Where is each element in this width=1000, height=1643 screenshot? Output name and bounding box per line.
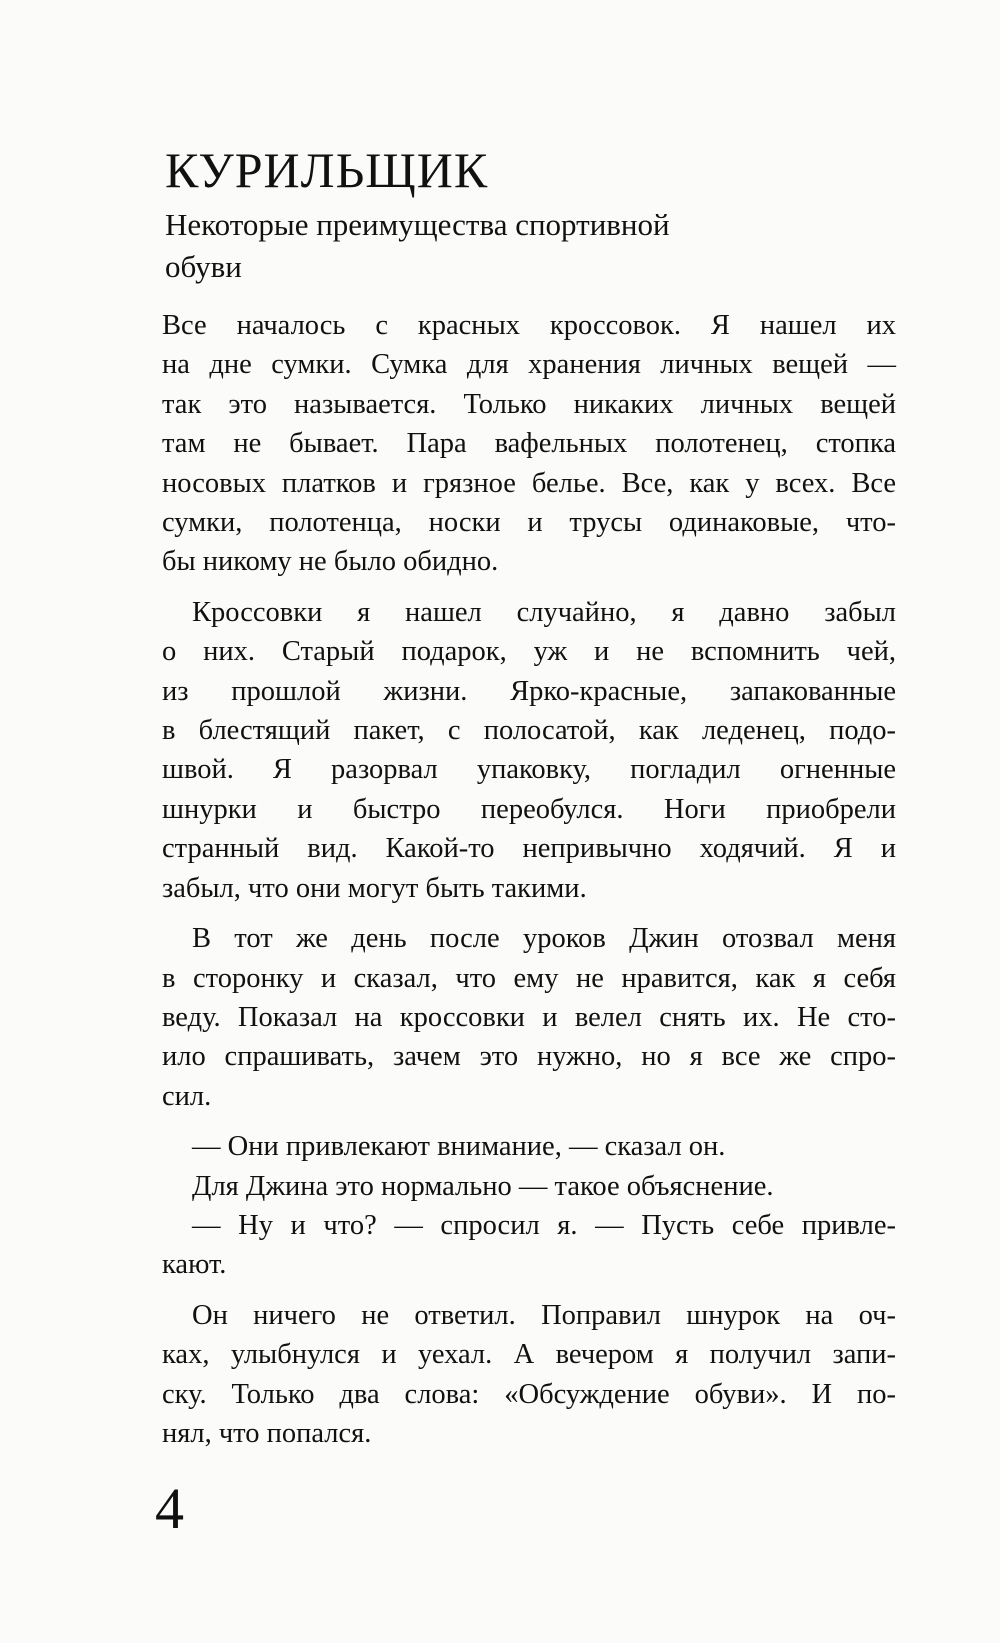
text-line: кают. [162,1249,227,1281]
paragraph-5 [162,1167,896,1206]
text-line: сумки, полотенца, носки и трусы одинаковые, что- [162,507,896,539]
paragraph-1 [162,306,896,582]
text-line: в блестящий пакет, с полосатой, как леденец, подо- [162,715,896,747]
text-line: так это называется. Только никаких личных вещей [162,388,896,420]
text-line: носовых платков и грязное белье. Все, как у всех. Все [162,467,896,499]
chapter-title: КУРИЛЬЩИК [165,142,489,198]
text-line: Кроссовки я нашел случайно, я давно забыл [192,596,896,628]
text-line: — Они привлекают внимание, — сказал он. [192,1131,726,1163]
paragraph-3 [162,919,896,1116]
paragraph-7 [162,1296,896,1454]
text-line: веду. Показал на кроссовки и велел снять их. Не сто- [162,1001,896,1033]
text-line: в сторонку и сказал, что ему не нравится, как я себя [162,962,896,994]
paragraph-6 [162,1206,896,1285]
page-number: 4 [155,1476,184,1541]
text-line: Для Джина это нормально — такое объяснение. [192,1170,774,1202]
text-line: В тот же день после уроков Джин отозвал меня [192,923,896,955]
text-line: нял, что попался. [162,1417,372,1449]
text-line: странный вид. Какой-то непривычно ходячий. Я и [162,833,896,865]
text-line: бы никому не было обидно. [162,546,499,578]
text-line: забыл, что они могут быть такими. [162,872,587,904]
text-line: там не бывает. Пара вафельных полотенец, стопка [162,428,896,460]
text-line: сил. [162,1080,212,1112]
text-line: из прошлой жизни. Ярко-красные, запакованные [162,675,896,707]
text-line: Он ничего не ответил. Поправил шнурок на оч- [192,1299,896,1331]
text-line: ило спрашивать, зачем это нужно, но я все же спро- [162,1041,896,1073]
text-line: — Ну и что? — спросил я. — Пусть себе привле- [192,1209,896,1241]
text-line: на дне сумки. Сумка для хранения личных вещей — [162,349,896,381]
text-line: ках, улыбнулся и уехал. А вечером я получил запи- [162,1339,896,1371]
text-line: Все началось с красных кроссовок. Я нашел их [162,310,896,341]
text-line: о них. Старый подарок, уж и не вспомнить чей, [162,636,896,668]
text-line: ску. Только два слова: «Обсуждение обуви». И по- [162,1378,896,1410]
paragraph-2 [162,593,896,908]
chapter-subtitle: Некоторые преимущества спортивной обуви [165,207,670,284]
paragraph-4 [162,1127,896,1166]
text-line: швой. Я разорвал упаковку, погладил огненные [162,754,896,786]
text-line: шнурки и быстро переобулся. Ноги приобрели [162,793,896,825]
body-text [162,306,896,1453]
